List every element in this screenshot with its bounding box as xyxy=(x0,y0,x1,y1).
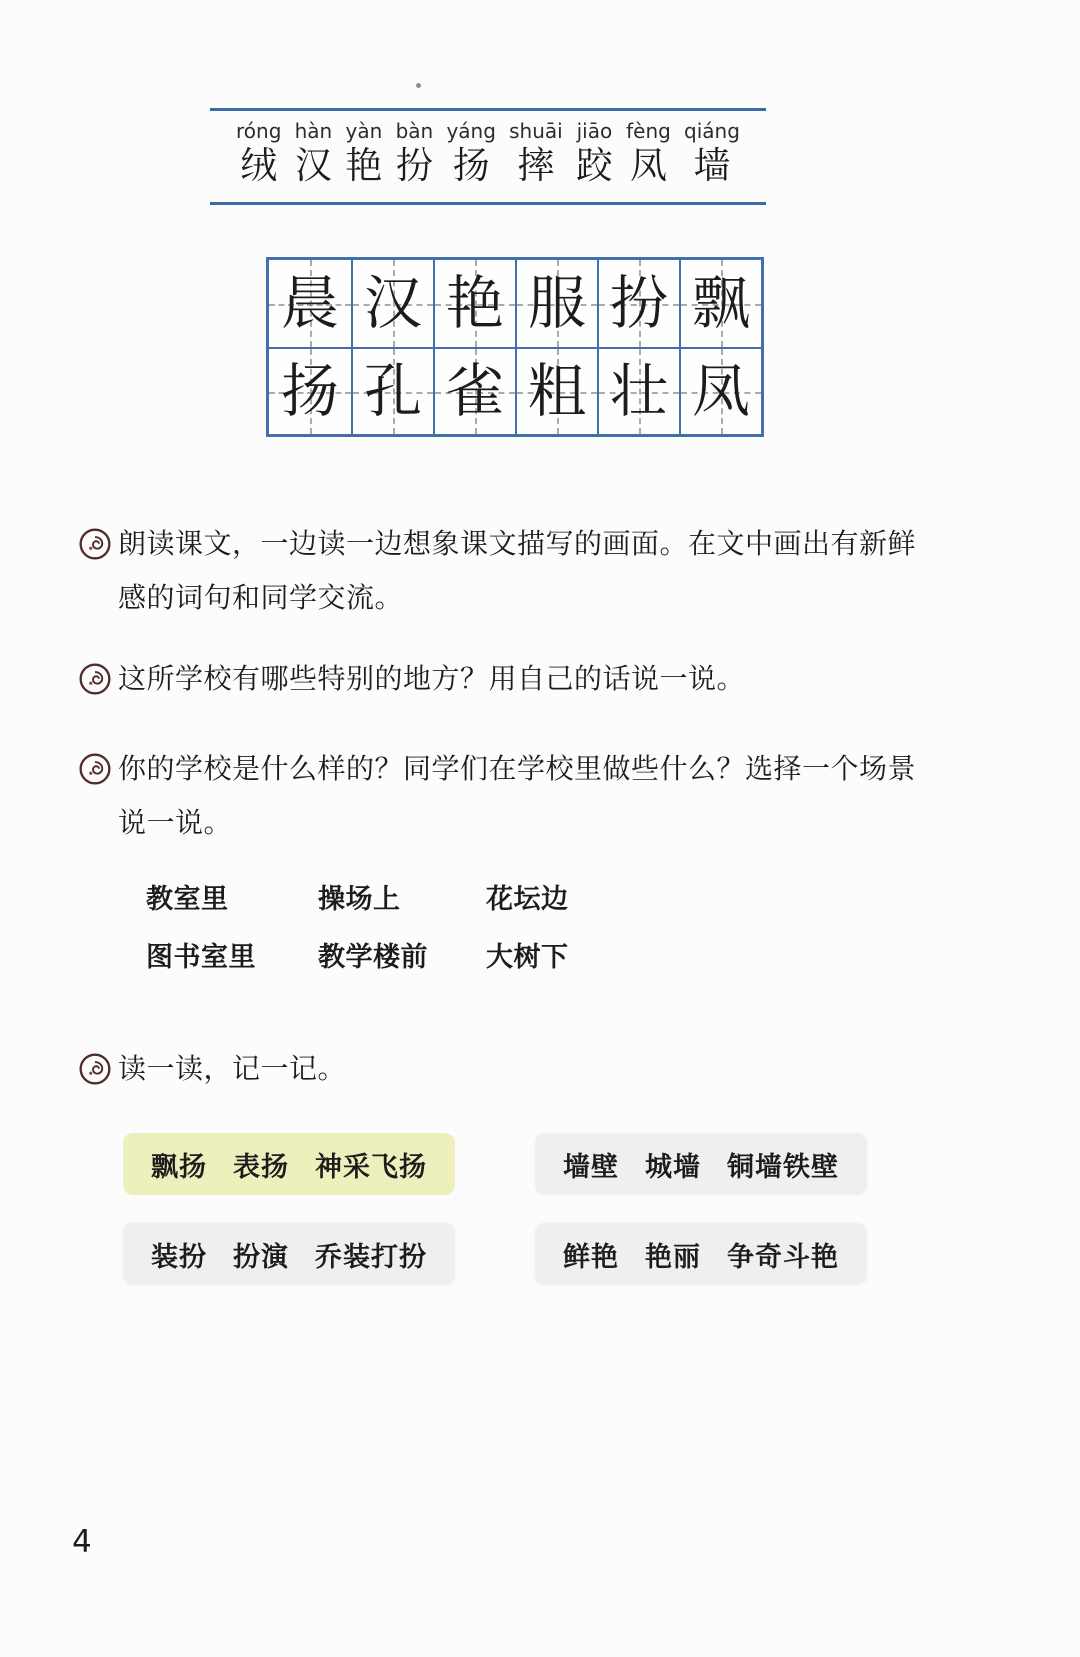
grid-cell xyxy=(433,347,515,434)
pinyin-word xyxy=(576,119,613,190)
grid-cell xyxy=(515,347,597,434)
grid-cell xyxy=(269,347,351,434)
word: 墙壁 xyxy=(563,1151,619,1182)
scene-choice: 花坛边 xyxy=(486,884,569,914)
word: 艳丽 xyxy=(645,1241,701,1272)
scene-choice: 操场上 xyxy=(318,884,401,914)
pinyin-word xyxy=(509,119,563,190)
scene-choice: 图书室里 xyxy=(146,942,256,972)
word-group-box xyxy=(123,1133,455,1195)
word: 鲜艳 xyxy=(563,1241,619,1272)
hanzi-label: 绒 xyxy=(240,146,278,187)
exercise-text xyxy=(118,518,916,626)
word: 城墙 xyxy=(645,1151,701,1182)
exercise-text xyxy=(118,1043,346,1097)
pinyin-label: bàn xyxy=(395,119,434,143)
exercise-item-2 xyxy=(78,653,958,707)
pinyin-label: jiāo xyxy=(576,119,613,143)
pinyin-word xyxy=(295,119,333,190)
exercise-text xyxy=(118,653,745,707)
ornament-stamp-icon xyxy=(78,527,114,563)
grid-cell xyxy=(679,347,761,434)
practice-character: 艳 xyxy=(445,270,504,336)
exercise-item-4 xyxy=(78,1043,958,1097)
scene-choice: 大树下 xyxy=(486,942,569,972)
grid-cell xyxy=(351,347,433,434)
word: 表扬 xyxy=(233,1151,289,1182)
word: 铜墙铁壁 xyxy=(727,1151,839,1182)
grid-cell xyxy=(433,260,515,347)
practice-character: 飘 xyxy=(691,270,750,336)
exercise-line: 感的词句和同学交流。 xyxy=(118,583,404,614)
word: 装扮 xyxy=(151,1241,207,1272)
hanzi-label: 扮 xyxy=(395,146,433,187)
practice-character: 孔 xyxy=(363,358,422,424)
pinyin-label: róng xyxy=(236,119,282,143)
practice-character: 扮 xyxy=(609,270,668,336)
word: 飘扬 xyxy=(151,1151,207,1182)
page-number: 4 xyxy=(72,1524,92,1560)
exercise-text xyxy=(118,743,916,975)
hanzi-label: 跤 xyxy=(575,146,613,187)
exercise-line: 你的学校是什么样的？同学们在学校里做些什么？选择一个场景 xyxy=(118,754,917,785)
word-group-box xyxy=(123,1223,455,1285)
practice-character: 晨 xyxy=(280,270,339,336)
page-artifact-dot xyxy=(416,83,421,88)
practice-character: 雀 xyxy=(445,358,504,424)
exercise-item-1 xyxy=(78,518,958,626)
pinyin-word xyxy=(396,119,434,190)
word-group-box xyxy=(535,1223,867,1285)
grid-cell xyxy=(597,260,679,347)
practice-character: 扬 xyxy=(280,358,339,424)
scene-choice-list xyxy=(146,881,916,975)
ornament-stamp-icon xyxy=(78,1052,114,1088)
hanzi-label: 墙 xyxy=(693,146,731,187)
hanzi-label: 摔 xyxy=(517,146,555,187)
hanzi-label: 汉 xyxy=(294,146,332,187)
pinyin-label: fèng xyxy=(626,119,671,143)
word: 神采飞扬 xyxy=(315,1151,427,1182)
exercise-line: 读一读，记一记。 xyxy=(118,1054,347,1085)
pinyin-word xyxy=(626,119,671,190)
pinyin-word-list xyxy=(210,108,766,205)
pinyin-label: qiáng xyxy=(684,119,740,143)
scene-choice: 教学楼前 xyxy=(318,942,428,972)
exercise-line: 说一说。 xyxy=(118,808,233,839)
practice-character: 汉 xyxy=(363,270,422,336)
practice-character: 服 xyxy=(527,270,586,336)
exercise-line: 朗读课文，一边读一边想象课文描写的画面。在文中画出有新鲜 xyxy=(118,529,917,560)
grid-cell xyxy=(515,260,597,347)
practice-character: 凤 xyxy=(691,358,750,424)
pinyin-word xyxy=(236,119,281,190)
word: 争奇斗艳 xyxy=(727,1241,839,1272)
hanzi-label: 艳 xyxy=(345,146,383,187)
character-practice-grid xyxy=(266,257,764,437)
practice-character: 壮 xyxy=(609,358,668,424)
grid-cell xyxy=(679,260,761,347)
pinyin-word xyxy=(684,119,740,190)
pinyin-word xyxy=(345,119,382,190)
pinyin-label: shuāi xyxy=(509,119,563,143)
word-group-list xyxy=(123,1133,867,1285)
word: 扮演 xyxy=(233,1241,289,1272)
exercise-line: 这所学校有哪些特别的地方？用自己的话说一说。 xyxy=(118,664,746,695)
ornament-stamp-icon xyxy=(78,662,114,698)
grid-cell xyxy=(351,260,433,347)
practice-character: 粗 xyxy=(527,358,586,424)
scene-choice: 教室里 xyxy=(146,884,229,914)
pinyin-label: yàn xyxy=(345,119,383,143)
hanzi-label: 扬 xyxy=(452,146,490,187)
ornament-stamp-icon xyxy=(78,752,114,788)
exercise-item-3 xyxy=(78,743,958,975)
word-group-box xyxy=(535,1133,867,1195)
pinyin-label: hàn xyxy=(294,119,333,143)
hanzi-label: 凤 xyxy=(629,146,667,187)
grid-cell xyxy=(269,260,351,347)
grid-cell xyxy=(597,347,679,434)
word: 乔装打扮 xyxy=(315,1241,427,1272)
pinyin-label: yáng xyxy=(446,119,496,143)
pinyin-word xyxy=(446,119,495,190)
